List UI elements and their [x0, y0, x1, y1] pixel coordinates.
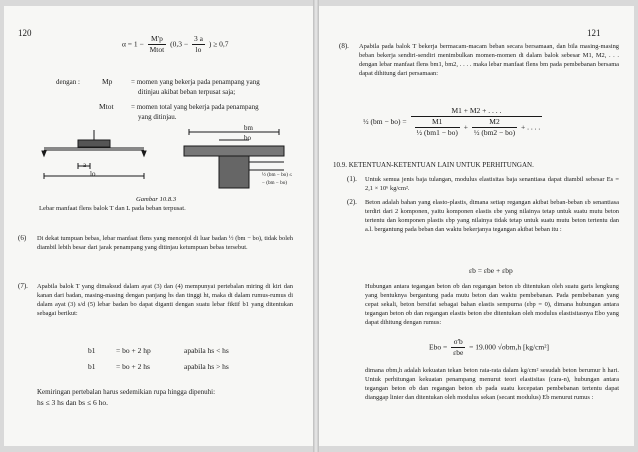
def-mtot-text-1: = momen total yang bekerja pada penampang	[131, 103, 259, 111]
item8-text: Apabila pada balok T bekerja bermacam-macam beban secara bersamaan, dan bila masing-masing beban bekerja sendiri-sendiri menimbulkan momen-momen di dalam balok sebesar M1, M2, . . . dengan lebar manfaat flens bm1, bm2, . . . . maka lebar manfaat flens bm pada pembebanan bersama dapat dihitung dari persamaan:	[359, 43, 619, 78]
alpha-formula	[122, 34, 229, 55]
formula-mid: (0,3 −	[170, 39, 189, 49]
s1-text: Untuk semua jenis baja tulangan, modulus elastisitas baja senantiasa dapat diambil sebesar Es = 2,1 × 10⁶ kg/cm².	[365, 176, 619, 193]
eq2-lhs: b1	[88, 362, 96, 371]
def-mp-text-1: = momen yang bekerja pada penampang yang	[131, 78, 260, 86]
figure-caption: Gambar 10.8.3	[136, 196, 177, 203]
item6-text: Di dekat tumpuan bebas, lebar manfaat flens yang menonjol di luar badan ½ (bm − bo), tidak boleh diambil lebih besar dari jarak penampang yang ditinjau ketumpuan bebas tersebut.	[37, 235, 293, 252]
s2-number: (2).	[347, 198, 357, 206]
right-page	[319, 6, 634, 446]
bm-eq-main-frac	[411, 106, 543, 138]
den-a-den: ½ (bm1 − bo)	[416, 128, 458, 138]
eq1-cond: apabila hs < hs	[184, 346, 229, 355]
fig-label-a: a	[83, 161, 87, 169]
fig-label-bm: bm	[244, 124, 253, 132]
ebo-rhs: = 19.000 √σbm,h [kg/cm²]	[469, 342, 550, 352]
fig-note-2: − (bm − bo)	[262, 180, 288, 186]
s1-number: (1).	[347, 175, 357, 183]
item7-number: (7).	[18, 282, 28, 290]
item7-text: Apabila balok T yang dimaksud dalam ayat (3) dan (4) mempunyai pertebalan miring di kiri dan kanan dari badan, masing-masing dengan panjang hs dan tinggi ht, maka di dalam rumus-rumus di dalam ayat (3) s/d (5) lebar badan bo dapat diganti dengan suatu lebar fiktif b1 yang ditentukan sebagai berikut:	[37, 283, 293, 318]
ebo-den: εbe	[453, 348, 464, 358]
eq2-cond: apabila hs > hs	[184, 362, 229, 371]
s4-text: dimana σbm,h adalah kekuatan tekan beton rata-rata dalam kg/cm² sesudah beton berumur h hari. Untuk perhitungan kekuatan penampang menurut teori elastisitas (cara-n), hubungan antara tegangan beton σb dan regangan beton εb pada suatu kecepatan pembebanan tertentu dapat dianggap linier dan ditentukan oleh modulus sekan (secant modulus) Eb menurut rumus :	[365, 367, 619, 402]
eq2-mid: = bo + 2 hs	[116, 362, 150, 371]
left-page	[4, 6, 313, 446]
eq1-lhs: b1	[88, 346, 96, 355]
def-mp-text-2: ditinjau akibat beban terpusat saja;	[138, 88, 236, 96]
closing-condition: hs ≤ 3 hs dan bs ≤ 6 ho.	[37, 398, 108, 407]
def-mtot-symbol: Mtot	[99, 102, 114, 111]
den-b-den: ½ (bm2 − bo)	[473, 128, 516, 138]
formula-rhs: ) ≥ 0,7	[208, 39, 229, 49]
den-b-num: M2	[472, 117, 517, 128]
def-mp-symbol: Mp	[102, 77, 113, 86]
fig-note-1: ½ (bm − bo) ≤	[262, 172, 293, 178]
strain-equation: εb = εbe + εbp	[469, 266, 513, 275]
bm-eq-main-den: $\frac{M1}{\text{½ (bm1 − bo)}}$ + $\frac{M2}{\text{½ (bm2 − bo)}}$ + . . . .	[416, 117, 541, 138]
s2-text: Beton adalah bahan yang elasto-plastis, dimana setiap regangan akibat beban-beban εb senantiasa terdiri dari 2 komponen, yaitu komponen elastis εbe yang nilainya tetap untuk suatu mutu beton tertentu dan komponen plastis εbp yang nilainya tidak tetap untuk suatu mutu beton tertentu dan a.l. bergantung pada beban dan waktu bekerjanya tegangan akibat beban itu :	[365, 199, 619, 234]
item8-number: (8).	[339, 42, 349, 50]
bm-equation	[363, 106, 544, 138]
s3-text: Hubungan antara tegangan beton σb dan regangan beton εb ditentukan oleh suatu garis lengkung yang bentuknya bergantung pada mutu beton dan waktu pembebanan. Pada pembebanan yang cepat sekali, beton bersifat sebagai bahan elastis sempurna (εbp = 0), dimana hubungan antara tegangan beton σb dan regangan elastis beton εbe ditentukan oleh modulus elastisitasnya Ebo yang dapat dihitung dengan rumus:	[365, 283, 619, 327]
frac2-num: 3 a	[192, 34, 205, 45]
bm-eq-tail: + . . . .	[521, 122, 541, 132]
closing-text: Kemiringan pertebalan harus sedemikian rupa hingga dipenuhi:	[37, 388, 216, 396]
fig-label-lo: lo	[90, 170, 96, 178]
right-page-number: 121	[587, 28, 601, 38]
frac2-den: lo	[195, 45, 202, 55]
bm-eq-main-num: M1 + M2 + . . . .	[411, 106, 543, 117]
item6-number: (6)	[18, 234, 27, 242]
formula-lhs: α = 1 −	[122, 39, 144, 49]
section-heading: 10.9. KETENTUAN-KETENTUAN LAIN UNTUK PERHITUNGAN.	[333, 161, 534, 169]
eq1-mid: = bo + 2 hp	[116, 346, 151, 355]
figure-caption-sub: Lebar manfaat flens balok T dan L pada beban terpusat.	[39, 205, 186, 212]
formula-frac-2	[192, 34, 205, 55]
fig-label-bo: bo	[244, 134, 251, 142]
bm-eq-lhs: ½ (bm − bo) =	[363, 116, 407, 126]
bm-eq-den-b	[472, 117, 517, 138]
def-intro: dengan :	[56, 78, 80, 86]
frac1-num: M'p	[148, 34, 167, 45]
ebo-lhs: Ebo =	[429, 342, 448, 352]
ebo-num: σ'b	[451, 337, 465, 348]
frac1-den: Mtot	[149, 45, 165, 55]
left-page-number: 120	[18, 28, 32, 38]
ebo-equation	[429, 337, 549, 358]
formula-frac-1	[148, 34, 167, 55]
ebo-frac	[451, 337, 465, 358]
bm-eq-den-a	[415, 117, 460, 138]
den-a-num: M1	[415, 117, 460, 128]
def-mtot-text-2: yang ditinjau.	[138, 113, 177, 121]
